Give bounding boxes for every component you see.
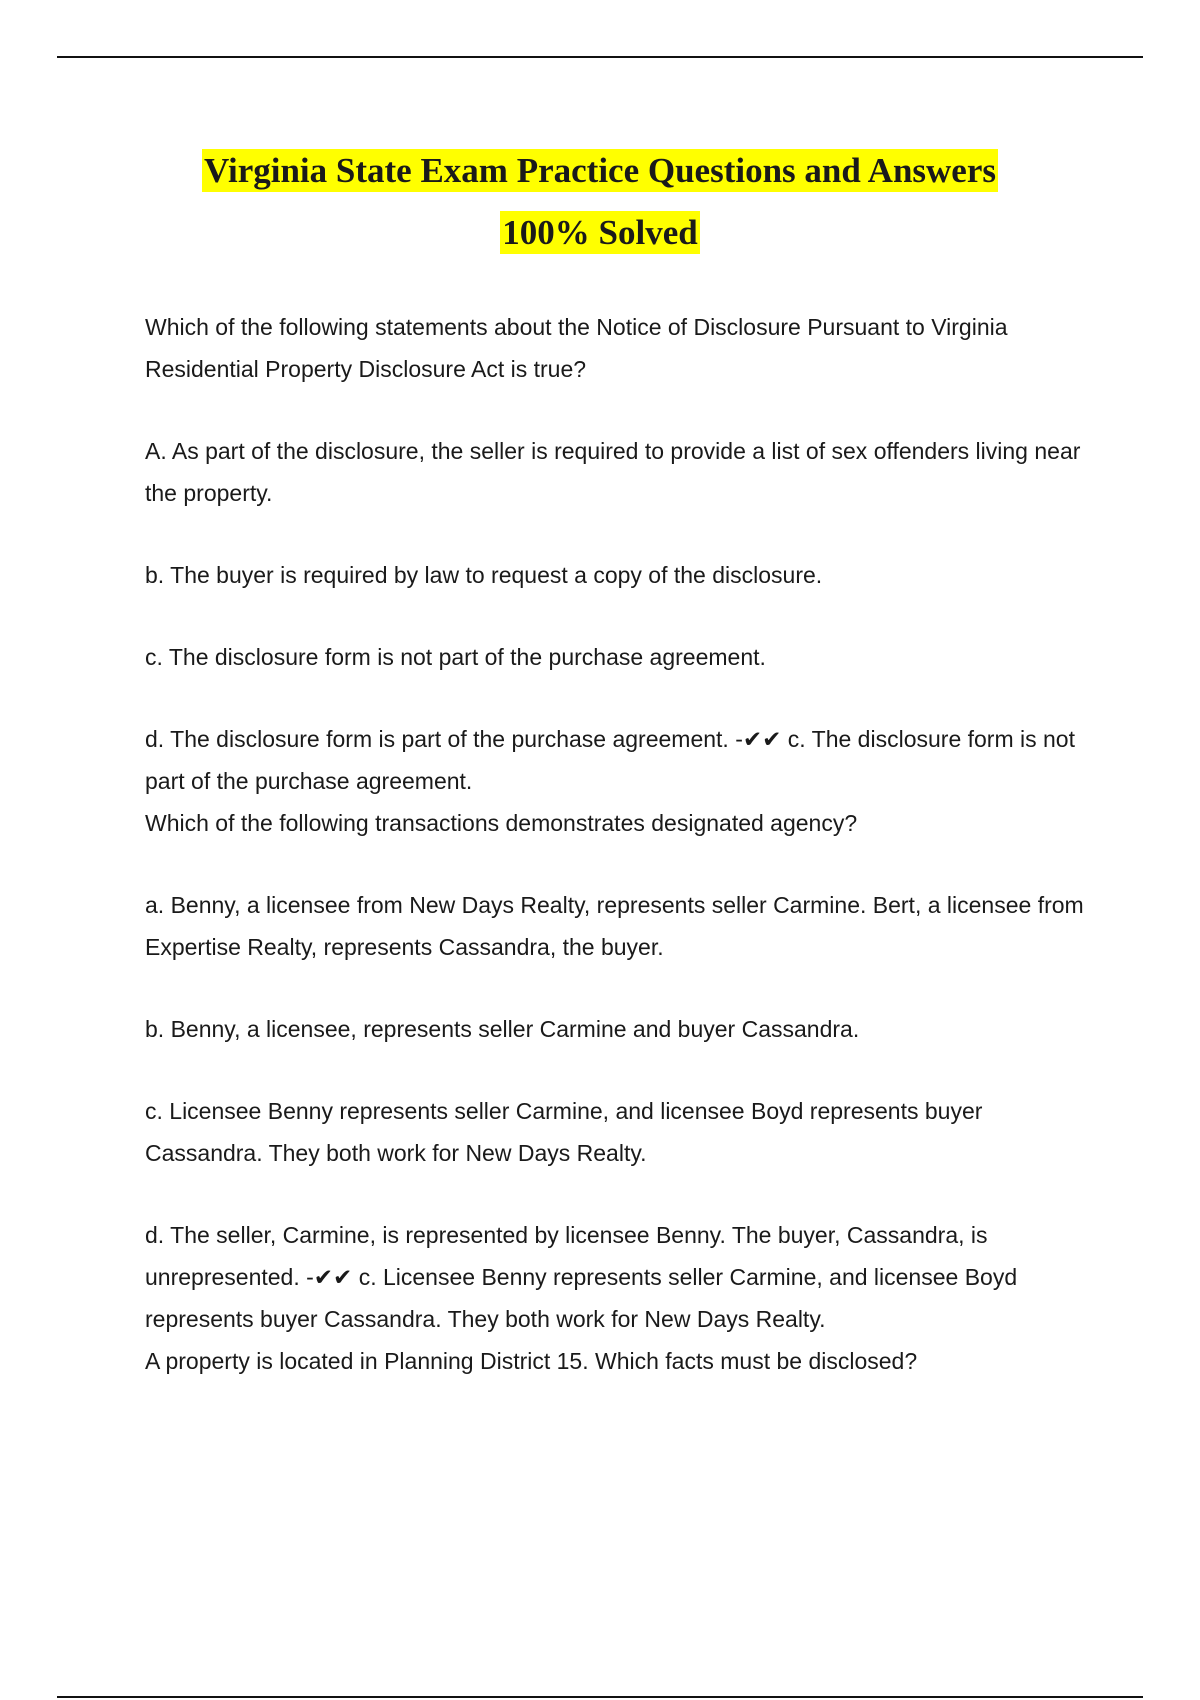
- question-2-option-a: a. Benny, a licensee from New Days Realty, represents seller Carmine. Bert, a licensee from Expertise Realty, represents Cassandra, the buyer.: [145, 892, 1084, 960]
- bottom-rule: [57, 1696, 1143, 1698]
- question-2: Which of the following transactions demonstrates designated agency?: [145, 810, 858, 836]
- question-3: A property is located in Planning District 15. Which facts must be disclosed?: [145, 1348, 918, 1374]
- title-line-2: 100% Solved: [502, 213, 698, 252]
- question-1-option-b: b. The buyer is required by law to request a copy of the disclosure.: [145, 562, 823, 588]
- question-1: Which of the following statements about the Notice of Disclosure Pursuant to Virginia Residential Property Disclosure Act is true?: [145, 314, 1008, 382]
- question-2-option-c: c. Licensee Benny represents seller Carmine, and licensee Boyd represents buyer Cassandra. They both work for New Days Realty.: [145, 1098, 983, 1166]
- question-1-option-a: A. As part of the disclosure, the seller is required to provide a list of sex offenders living near the property.: [145, 438, 1081, 506]
- question-2-option-b: b. Benny, a licensee, represents seller Carmine and buyer Cassandra.: [145, 1016, 860, 1042]
- top-rule: [57, 56, 1143, 58]
- document-title: [0, 140, 1200, 264]
- question-2-option-d-answer: d. The seller, Carmine, is represented by licensee Benny. The buyer, Cassandra, is unrepresented. -✔✔ c. Licensee Benny represents seller Carmine, and licensee Boyd represents buyer Cassandra. They both work for New Days Realty.: [145, 1222, 1018, 1332]
- title-line-1: Virginia State Exam Practice Questions and Answers: [204, 151, 996, 190]
- question-1-option-c: c. The disclosure form is not part of the purchase agreement.: [145, 644, 766, 670]
- question-1-option-d-answer: d. The disclosure form is part of the purchase agreement. -✔✔ c. The disclosure form is not part of the purchase agreement.: [145, 726, 1075, 794]
- document-body: [145, 306, 1085, 1382]
